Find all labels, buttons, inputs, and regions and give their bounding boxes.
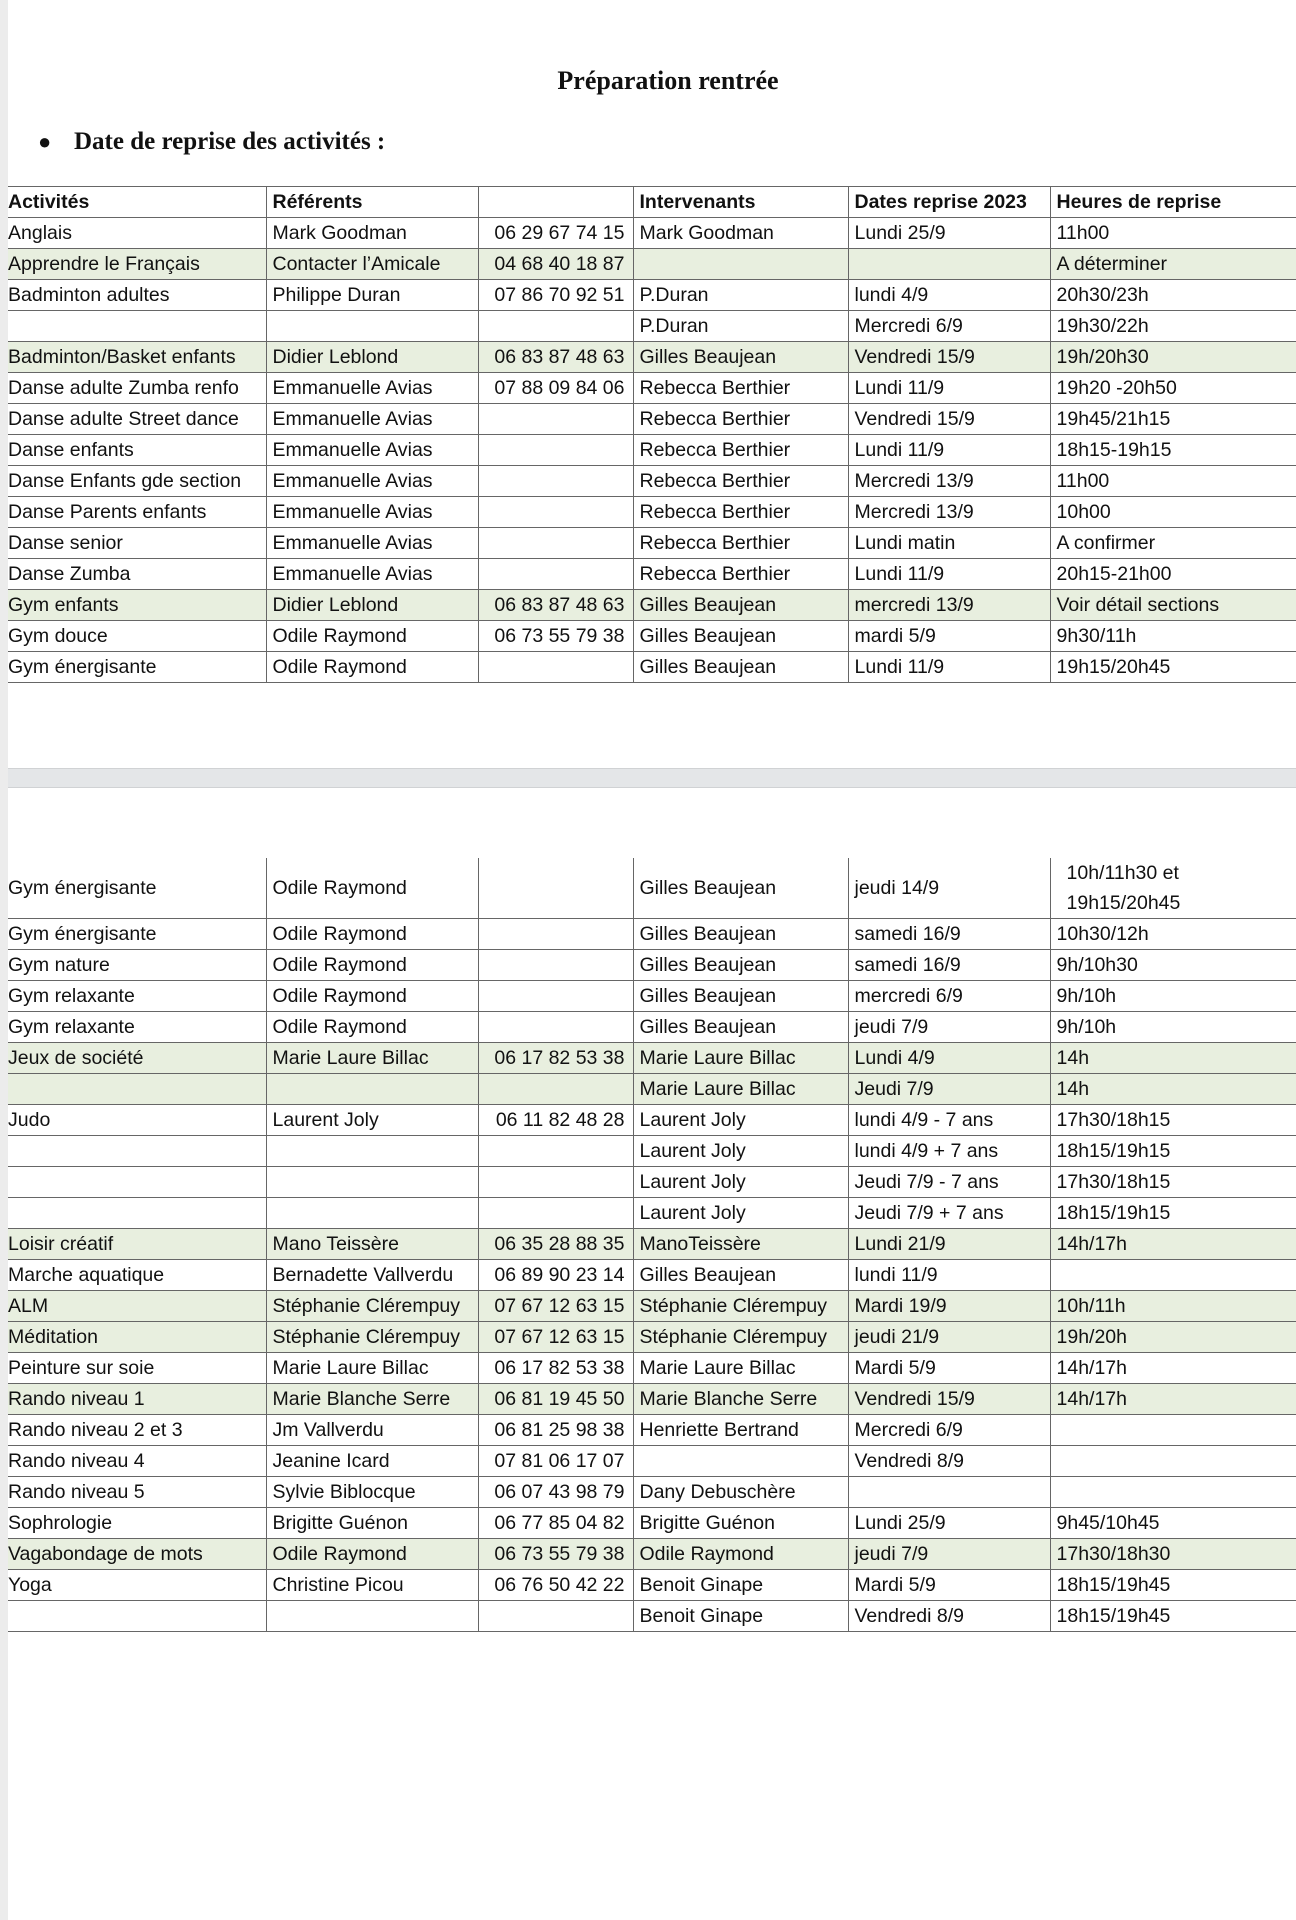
cell-date: lundi 11/9 — [848, 1260, 1050, 1291]
cell-hours: 19h30/22h — [1050, 311, 1296, 342]
cell-activity: Gym relaxante — [8, 981, 266, 1012]
cell-activity: Danse senior — [8, 528, 266, 559]
table-body-bottom — [8, 858, 1296, 1632]
cell-hours — [1050, 858, 1296, 919]
header-intervenants: Intervenants — [633, 187, 848, 218]
cell-referent: Christine Picou — [266, 1570, 478, 1601]
cell-activity: Peinture sur soie — [8, 1353, 266, 1384]
cell-phone: 06 81 25 98 38 — [478, 1415, 633, 1446]
cell-activity: Loisir créatif — [8, 1229, 266, 1260]
cell-date: Mercredi 6/9 — [848, 1415, 1050, 1446]
table-row — [8, 1322, 1296, 1353]
cell-activity: Danse Zumba — [8, 559, 266, 590]
table-row — [8, 1384, 1296, 1415]
cell-date: samedi 16/9 — [848, 919, 1050, 950]
page-break-band — [8, 768, 1296, 788]
cell-intervenant: Gilles Beaujean — [633, 621, 848, 652]
table-row — [8, 1136, 1296, 1167]
cell-intervenant: Rebecca Berthier — [633, 404, 848, 435]
cell-referent: Didier Leblond — [266, 590, 478, 621]
table-row — [8, 981, 1296, 1012]
cell-intervenant: Rebecca Berthier — [633, 528, 848, 559]
cell-hours: 9h/10h30 — [1050, 950, 1296, 981]
cell-hours: 10h00 — [1050, 497, 1296, 528]
cell-activity: Danse Parents enfants — [8, 497, 266, 528]
cell-date: mercredi 13/9 — [848, 590, 1050, 621]
cell-intervenant: Rebecca Berthier — [633, 435, 848, 466]
cell-date: Lundi matin — [848, 528, 1050, 559]
table-row — [8, 1353, 1296, 1384]
cell-phone: 06 73 55 79 38 — [478, 621, 633, 652]
cell-activity: Judo — [8, 1105, 266, 1136]
table-row — [8, 1012, 1296, 1043]
table-row — [8, 950, 1296, 981]
cell-activity: Badminton/Basket enfants — [8, 342, 266, 373]
cell-intervenant: Marie Laure Billac — [633, 1074, 848, 1105]
table-row — [8, 1260, 1296, 1291]
cell-referent — [266, 1198, 478, 1229]
cell-referent: Jeanine Icard — [266, 1446, 478, 1477]
cell-hours: 17h30/18h15 — [1050, 1105, 1296, 1136]
table-body-top — [8, 218, 1296, 683]
cell-activity: Rando niveau 4 — [8, 1446, 266, 1477]
table-row — [8, 1074, 1296, 1105]
cell-hours: 19h/20h30 — [1050, 342, 1296, 373]
cell-date: Jeudi 7/9 — [848, 1074, 1050, 1105]
cell-activity: Danse enfants — [8, 435, 266, 466]
cell-intervenant: Stéphanie Clérempuy — [633, 1291, 848, 1322]
cell-phone — [478, 919, 633, 950]
cell-phone — [478, 466, 633, 497]
cell-activity: Danse adulte Street dance — [8, 404, 266, 435]
cell-referent — [266, 1601, 478, 1632]
cell-activity — [8, 1198, 266, 1229]
table-row — [8, 1539, 1296, 1570]
table-row — [8, 590, 1296, 621]
cell-activity: Anglais — [8, 218, 266, 249]
cell-referent: Emmanuelle Avias — [266, 497, 478, 528]
cell-referent: Odile Raymond — [266, 621, 478, 652]
cell-intervenant: Marie Laure Billac — [633, 1353, 848, 1384]
cell-activity — [8, 1136, 266, 1167]
cell-intervenant: Gilles Beaujean — [633, 858, 848, 919]
cell-date: Vendredi 8/9 — [848, 1446, 1050, 1477]
cell-intervenant: Benoit Ginape — [633, 1570, 848, 1601]
section-heading-text: Date de reprise des activités : — [74, 128, 386, 155]
cell-activity: Danse adulte Zumba renfo — [8, 373, 266, 404]
cell-phone: 06 07 43 98 79 — [478, 1477, 633, 1508]
cell-intervenant: Stéphanie Clérempuy — [633, 1322, 848, 1353]
cell-intervenant: Rebecca Berthier — [633, 466, 848, 497]
cell-phone — [478, 1601, 633, 1632]
cell-phone: 06 76 50 42 22 — [478, 1570, 633, 1601]
cell-phone — [478, 404, 633, 435]
cell-phone: 07 67 12 63 15 — [478, 1322, 633, 1353]
cell-hours: 11h00 — [1050, 218, 1296, 249]
cell-date: mercredi 6/9 — [848, 981, 1050, 1012]
cell-activity: Yoga — [8, 1570, 266, 1601]
cell-intervenant: Laurent Joly — [633, 1167, 848, 1198]
table-row — [8, 249, 1296, 280]
table-row — [8, 1570, 1296, 1601]
schedule-table-top — [8, 186, 1296, 683]
cell-referent: Odile Raymond — [266, 1539, 478, 1570]
table-header-row — [8, 187, 1296, 218]
table-row — [8, 858, 1296, 919]
cell-activity: Vagabondage de mots — [8, 1539, 266, 1570]
cell-hours: 9h/10h — [1050, 1012, 1296, 1043]
cell-activity — [8, 1074, 266, 1105]
cell-referent: Odile Raymond — [266, 950, 478, 981]
table-row — [8, 1167, 1296, 1198]
cell-intervenant: Gilles Beaujean — [633, 1012, 848, 1043]
cell-activity — [8, 1601, 266, 1632]
cell-referent — [266, 1167, 478, 1198]
cell-hours: 9h/10h — [1050, 981, 1296, 1012]
cell-activity: Méditation — [8, 1322, 266, 1353]
cell-intervenant: Gilles Beaujean — [633, 342, 848, 373]
cell-phone — [478, 311, 633, 342]
cell-hours: 19h/20h — [1050, 1322, 1296, 1353]
cell-activity: Rando niveau 1 — [8, 1384, 266, 1415]
cell-activity: Rando niveau 5 — [8, 1477, 266, 1508]
cell-intervenant: Benoit Ginape — [633, 1601, 848, 1632]
cell-hours: 18h15/19h45 — [1050, 1601, 1296, 1632]
cell-date: lundi 4/9 + 7 ans — [848, 1136, 1050, 1167]
cell-phone — [478, 497, 633, 528]
cell-phone — [478, 1167, 633, 1198]
cell-referent: Laurent Joly — [266, 1105, 478, 1136]
cell-date: Vendredi 15/9 — [848, 404, 1050, 435]
table-row — [8, 652, 1296, 683]
cell-referent: Odile Raymond — [266, 981, 478, 1012]
page-edge — [0, 0, 8, 1920]
cell-referent — [266, 311, 478, 342]
cell-phone: 06 81 19 45 50 — [478, 1384, 633, 1415]
cell-referent: Marie Laure Billac — [266, 1043, 478, 1074]
cell-phone — [478, 950, 633, 981]
section-heading — [38, 128, 385, 156]
table-row — [8, 1291, 1296, 1322]
cell-intervenant: P.Duran — [633, 280, 848, 311]
header-dates: Dates reprise 2023 — [848, 187, 1050, 218]
cell-intervenant: Gilles Beaujean — [633, 950, 848, 981]
cell-hours: 14h — [1050, 1043, 1296, 1074]
cell-date: Mercredi 13/9 — [848, 466, 1050, 497]
cell-phone — [478, 528, 633, 559]
cell-activity: Badminton adultes — [8, 280, 266, 311]
cell-intervenant: Gilles Beaujean — [633, 919, 848, 950]
cell-intervenant: Laurent Joly — [633, 1198, 848, 1229]
cell-referent: Emmanuelle Avias — [266, 528, 478, 559]
cell-hours: 10h30/12h — [1050, 919, 1296, 950]
cell-referent: Stéphanie Clérempuy — [266, 1291, 478, 1322]
cell-date: lundi 4/9 — [848, 280, 1050, 311]
cell-referent: Emmanuelle Avias — [266, 559, 478, 590]
table-row — [8, 1198, 1296, 1229]
table-row — [8, 1415, 1296, 1446]
cell-referent: Sylvie Biblocque — [266, 1477, 478, 1508]
cell-phone: 06 83 87 48 63 — [478, 590, 633, 621]
cell-date: Lundi 25/9 — [848, 218, 1050, 249]
cell-hours: A déterminer — [1050, 249, 1296, 280]
cell-intervenant: Gilles Beaujean — [633, 652, 848, 683]
table-row — [8, 1508, 1296, 1539]
cell-activity: Gym nature — [8, 950, 266, 981]
cell-referent: Emmanuelle Avias — [266, 466, 478, 497]
cell-intervenant: ManoTeissère — [633, 1229, 848, 1260]
cell-referent — [266, 1074, 478, 1105]
cell-intervenant: P.Duran — [633, 311, 848, 342]
table-row — [8, 342, 1296, 373]
cell-date: Mercredi 6/9 — [848, 311, 1050, 342]
cell-intervenant: Brigitte Guénon — [633, 1508, 848, 1539]
cell-phone — [478, 652, 633, 683]
table-row — [8, 1477, 1296, 1508]
cell-intervenant — [633, 1446, 848, 1477]
cell-intervenant: Laurent Joly — [633, 1105, 848, 1136]
cell-date: Jeudi 7/9 + 7 ans — [848, 1198, 1050, 1229]
table-row — [8, 621, 1296, 652]
table-row — [8, 466, 1296, 497]
cell-date: Lundi 25/9 — [848, 1508, 1050, 1539]
cell-referent: Philippe Duran — [266, 280, 478, 311]
cell-hours — [1050, 1477, 1296, 1508]
cell-date: Lundi 11/9 — [848, 435, 1050, 466]
table-row — [8, 218, 1296, 249]
table-row — [8, 919, 1296, 950]
cell-phone — [478, 559, 633, 590]
cell-date: jeudi 7/9 — [848, 1012, 1050, 1043]
cell-referent: Jm Vallverdu — [266, 1415, 478, 1446]
cell-date: jeudi 14/9 — [848, 858, 1050, 919]
cell-date: jeudi 7/9 — [848, 1539, 1050, 1570]
header-referents: Référents — [266, 187, 478, 218]
cell-phone: 06 29 67 74 15 — [478, 218, 633, 249]
cell-activity — [8, 311, 266, 342]
cell-phone: 06 17 82 53 38 — [478, 1043, 633, 1074]
cell-hours — [1050, 1260, 1296, 1291]
cell-date: Mercredi 13/9 — [848, 497, 1050, 528]
cell-hours-line2: 19h15/20h45 — [1066, 892, 1181, 914]
cell-intervenant: Rebecca Berthier — [633, 559, 848, 590]
cell-phone: 04 68 40 18 87 — [478, 249, 633, 280]
cell-hours: A confirmer — [1050, 528, 1296, 559]
cell-intervenant: Marie Blanche Serre — [633, 1384, 848, 1415]
cell-hours: 18h15/19h15 — [1050, 1136, 1296, 1167]
cell-referent: Emmanuelle Avias — [266, 373, 478, 404]
cell-hours: 14h/17h — [1050, 1229, 1296, 1260]
table-row — [8, 404, 1296, 435]
cell-date: jeudi 21/9 — [848, 1322, 1050, 1353]
cell-activity: Gym énergisante — [8, 652, 266, 683]
cell-intervenant: Laurent Joly — [633, 1136, 848, 1167]
cell-hours — [1050, 1446, 1296, 1477]
cell-intervenant: Rebecca Berthier — [633, 373, 848, 404]
cell-phone: 07 88 09 84 06 — [478, 373, 633, 404]
cell-hours: 18h15-19h15 — [1050, 435, 1296, 466]
cell-referent: Emmanuelle Avias — [266, 404, 478, 435]
cell-date: Mardi 5/9 — [848, 1353, 1050, 1384]
cell-activity: Jeux de société — [8, 1043, 266, 1074]
cell-hours: 17h30/18h30 — [1050, 1539, 1296, 1570]
cell-hours-line1: 10h/11h30 et — [1066, 862, 1179, 884]
cell-hours: 14h/17h — [1050, 1353, 1296, 1384]
cell-referent: Marie Blanche Serre — [266, 1384, 478, 1415]
cell-phone: 06 35 28 88 35 — [478, 1229, 633, 1260]
cell-referent: Odile Raymond — [266, 1012, 478, 1043]
cell-date: Vendredi 8/9 — [848, 1601, 1050, 1632]
cell-referent: Bernadette Vallverdu — [266, 1260, 478, 1291]
cell-phone — [478, 1012, 633, 1043]
cell-hours: 19h45/21h15 — [1050, 404, 1296, 435]
cell-referent: Marie Laure Billac — [266, 1353, 478, 1384]
cell-activity: Sophrologie — [8, 1508, 266, 1539]
table-row — [8, 1229, 1296, 1260]
table-row — [8, 311, 1296, 342]
cell-phone — [478, 1198, 633, 1229]
cell-hours: 18h15/19h15 — [1050, 1198, 1296, 1229]
table-row — [8, 280, 1296, 311]
cell-date — [848, 1477, 1050, 1508]
cell-activity: ALM — [8, 1291, 266, 1322]
cell-hours: 19h20 -20h50 — [1050, 373, 1296, 404]
cell-intervenant: Henriette Bertrand — [633, 1415, 848, 1446]
cell-referent: Mark Goodman — [266, 218, 478, 249]
cell-date: Mardi 19/9 — [848, 1291, 1050, 1322]
table-row — [8, 528, 1296, 559]
page-title: Préparation rentrée — [557, 66, 779, 95]
cell-date: Lundi 4/9 — [848, 1043, 1050, 1074]
header-heures: Heures de reprise — [1050, 187, 1296, 218]
cell-referent: Contacter l’Amicale — [266, 249, 478, 280]
cell-date: Mardi 5/9 — [848, 1570, 1050, 1601]
header-activites: Activités — [8, 187, 266, 218]
cell-referent: Didier Leblond — [266, 342, 478, 373]
cell-date: Lundi 11/9 — [848, 559, 1050, 590]
table-row — [8, 435, 1296, 466]
cell-hours: 20h15-21h00 — [1050, 559, 1296, 590]
cell-activity: Rando niveau 2 et 3 — [8, 1415, 266, 1446]
cell-hours: 10h/11h — [1050, 1291, 1296, 1322]
cell-date: Lundi 21/9 — [848, 1229, 1050, 1260]
cell-activity: Gym relaxante — [8, 1012, 266, 1043]
cell-activity: Gym douce — [8, 621, 266, 652]
cell-phone: 07 81 06 17 07 — [478, 1446, 633, 1477]
cell-hours: 11h00 — [1050, 466, 1296, 497]
cell-phone: 07 86 70 92 51 — [478, 280, 633, 311]
table-row — [8, 373, 1296, 404]
table-row — [8, 1446, 1296, 1477]
cell-date: samedi 16/9 — [848, 950, 1050, 981]
cell-hours: 19h15/20h45 — [1050, 652, 1296, 683]
bullet-icon: ● — [38, 129, 52, 154]
cell-hours: 14h — [1050, 1074, 1296, 1105]
cell-date: mardi 5/9 — [848, 621, 1050, 652]
cell-hours: Voir détail sections — [1050, 590, 1296, 621]
table-row — [8, 1601, 1296, 1632]
cell-phone: 06 83 87 48 63 — [478, 342, 633, 373]
cell-intervenant: Gilles Beaujean — [633, 590, 848, 621]
cell-activity: Gym énergisante — [8, 858, 266, 919]
table-row — [8, 497, 1296, 528]
cell-referent: Brigitte Guénon — [266, 1508, 478, 1539]
header-phone — [478, 187, 633, 218]
cell-activity: Danse Enfants gde section — [8, 466, 266, 497]
cell-intervenant: Gilles Beaujean — [633, 981, 848, 1012]
cell-activity: Gym enfants — [8, 590, 266, 621]
cell-referent: Odile Raymond — [266, 858, 478, 919]
cell-intervenant: Gilles Beaujean — [633, 1260, 848, 1291]
cell-phone: 06 89 90 23 14 — [478, 1260, 633, 1291]
cell-date: Lundi 11/9 — [848, 373, 1050, 404]
cell-intervenant: Marie Laure Billac — [633, 1043, 848, 1074]
cell-referent — [266, 1136, 478, 1167]
cell-intervenant: Dany Debuschère — [633, 1477, 848, 1508]
schedule-table-bottom — [8, 858, 1296, 1632]
cell-referent: Odile Raymond — [266, 919, 478, 950]
cell-hours: 18h15/19h45 — [1050, 1570, 1296, 1601]
cell-phone: 06 11 82 48 28 — [478, 1105, 633, 1136]
cell-activity: Marche aquatique — [8, 1260, 266, 1291]
cell-date — [848, 249, 1050, 280]
cell-hours: 14h/17h — [1050, 1384, 1296, 1415]
cell-hours: 20h30/23h — [1050, 280, 1296, 311]
cell-intervenant — [633, 249, 848, 280]
cell-referent: Emmanuelle Avias — [266, 435, 478, 466]
cell-phone: 07 67 12 63 15 — [478, 1291, 633, 1322]
cell-phone: 06 17 82 53 38 — [478, 1353, 633, 1384]
table-row — [8, 1105, 1296, 1136]
cell-referent: Odile Raymond — [266, 652, 478, 683]
cell-activity — [8, 1167, 266, 1198]
table-row — [8, 559, 1296, 590]
cell-activity: Apprendre le Français — [8, 249, 266, 280]
cell-hours: 9h30/11h — [1050, 621, 1296, 652]
cell-intervenant: Odile Raymond — [633, 1539, 848, 1570]
cell-referent: Mano Teissère — [266, 1229, 478, 1260]
cell-date: Lundi 11/9 — [848, 652, 1050, 683]
cell-hours: 17h30/18h15 — [1050, 1167, 1296, 1198]
cell-intervenant: Mark Goodman — [633, 218, 848, 249]
cell-phone — [478, 1136, 633, 1167]
cell-phone — [478, 435, 633, 466]
cell-referent: Stéphanie Clérempuy — [266, 1322, 478, 1353]
cell-hours: 9h45/10h45 — [1050, 1508, 1296, 1539]
cell-hours — [1050, 1415, 1296, 1446]
cell-phone — [478, 981, 633, 1012]
table-row — [8, 1043, 1296, 1074]
cell-intervenant: Rebecca Berthier — [633, 497, 848, 528]
cell-phone — [478, 1074, 633, 1105]
cell-phone: 06 73 55 79 38 — [478, 1539, 633, 1570]
cell-date: Vendredi 15/9 — [848, 1384, 1050, 1415]
cell-date: Jeudi 7/9 - 7 ans — [848, 1167, 1050, 1198]
cell-date: lundi 4/9 - 7 ans — [848, 1105, 1050, 1136]
cell-phone — [478, 858, 633, 919]
cell-date: Vendredi 15/9 — [848, 342, 1050, 373]
cell-phone: 06 77 85 04 82 — [478, 1508, 633, 1539]
cell-activity: Gym énergisante — [8, 919, 266, 950]
